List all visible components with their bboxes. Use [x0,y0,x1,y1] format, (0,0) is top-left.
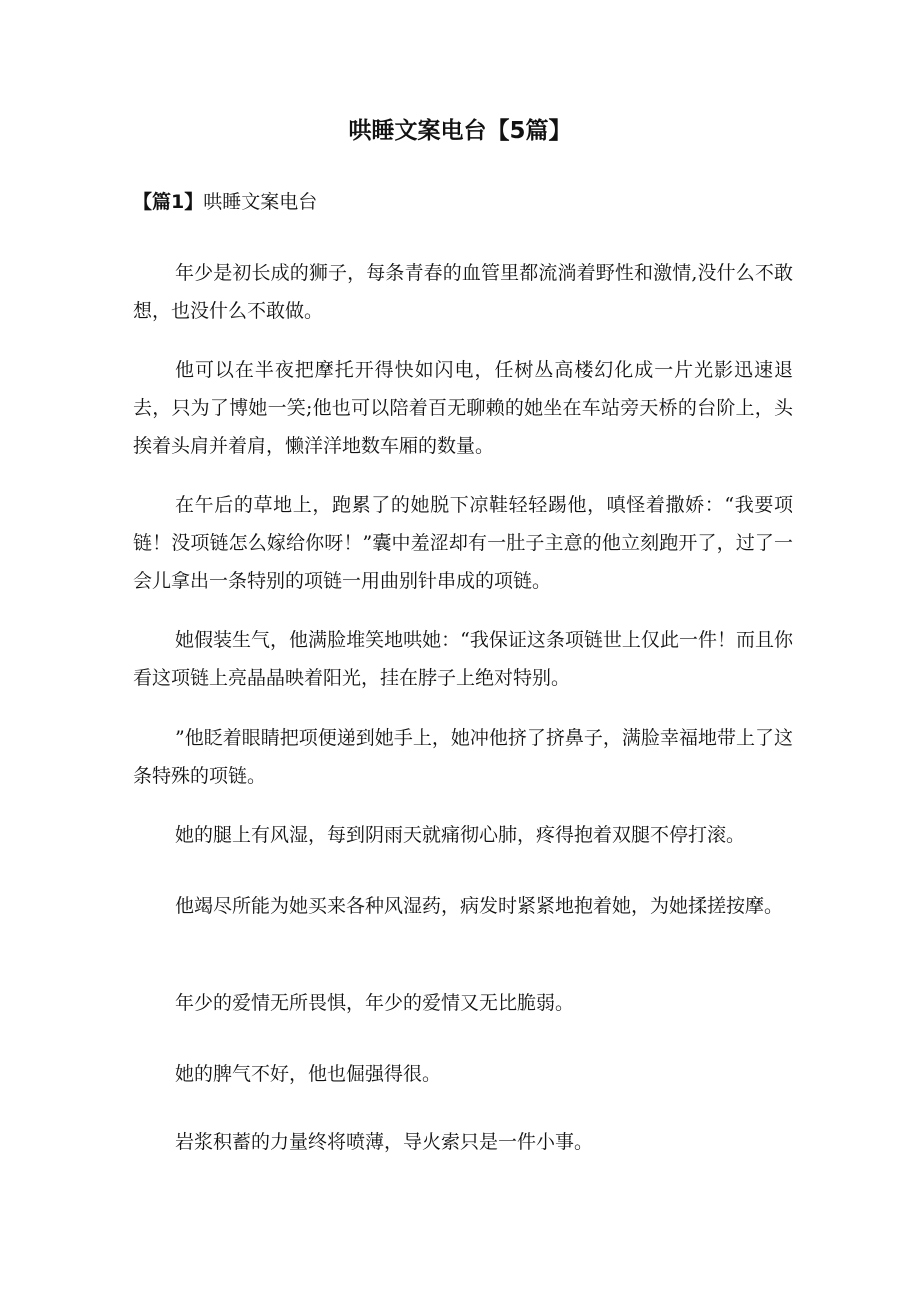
paragraph: 在午后的草地上，跑累了的她脱下凉鞋轻轻踢他，嗔怪着撒娇：“我要项链！没项链怎么嫁给你呀！”囊中羞涩却有一肚子主意的他立刻跑开了，过了一会儿拿出一条特别的项链一用曲别针串成的项链。 [133,494,793,592]
paragraph: 他可以在半夜把摩托开得快如闪电，任树丛高楼幻化成一片光影迅速退去，只为了博她一笑;他也可以陪着百无聊赖的她坐在车站旁天桥的台阶上，头挨着头肩并着肩，懒洋洋地数车厢的数量。 [133,359,793,457]
paragraph: 岩浆积蓄的力量终将喷薄，导火索只是一件小事。 [175,1131,594,1153]
paragraph: 年少的爱情无所畏惧，年少的爱情又无比脆弱。 [175,992,575,1014]
document-title: 哄睡文案电台【5篇】 [348,118,572,144]
paragraph: 她的腿上有风湿，每到阴雨天就痛彻心肺，疼得抱着双腿不停打滚。 [175,824,746,846]
section-title: 哄睡文案电台 [203,191,318,213]
section-heading [133,186,317,218]
paragraph: 她的脾气不好，他也倔强得很。 [175,1063,442,1085]
paragraph: ”他眨着眼睛把项便递到她手上，她冲他挤了挤鼻子，满脸幸福地带上了这条特殊的项链。 [133,727,793,787]
paragraph: 她假装生气，他满脸堆笑地哄她：“我保证这条项链世上仅此一件！而且你看这项链上亮晶晶映着阳光，挂在脖子上绝对特别。 [133,629,793,689]
paragraph: 他竭尽所能为她买来各种风湿药，病发时紧紧地抱着她，为她揉搓按摩。 [175,895,784,917]
section-mark: 【篇1】 [133,191,204,213]
paragraph: 年少是初长成的狮子，每条青春的血管里都流淌着野性和激情,没什么不敢想，也没什么不敢做。 [133,262,793,322]
